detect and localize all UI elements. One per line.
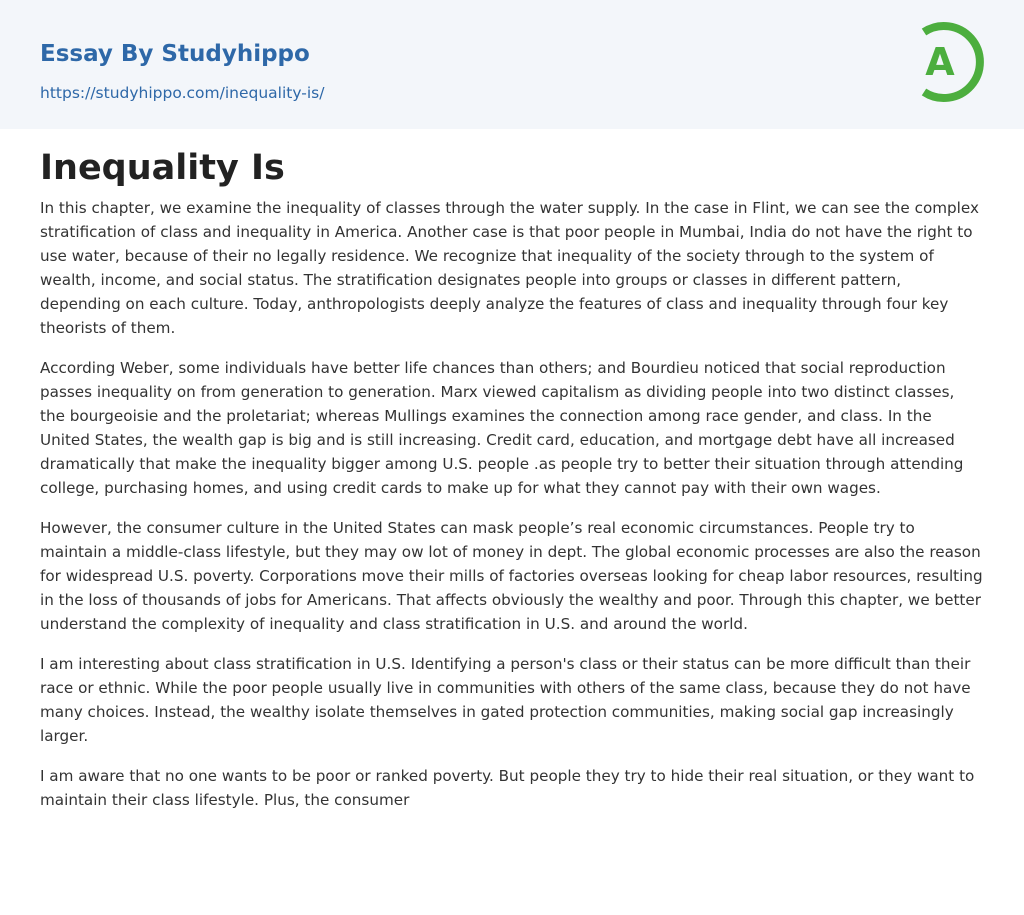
essay-content: [0, 129, 1024, 812]
essay-paragraph: I am aware that no one wants to be poor or ranked poverty. But people they try to hide their real situation, or they want to maintain their class lifestyle. Plus, the consumer: [40, 767, 975, 809]
site-header: [0, 0, 1024, 129]
essay-paragraph: However, the consumer culture in the United States can mask people’s real economic circumstances. People try to maintain a middle-class lifestyle, but they may ow lot of money in dept. The global economic processes are also the reason for widespread U.S. poverty. Corporations move their mills of factories overseas looking for cheap labor resources, resulting in the loss of thousands of jobs for Americans. That affects obviously the wealthy and poor. Through this chapter, we better understand the complexity of inequality and class stratification in U.S. and around the world.: [40, 519, 983, 633]
essay-paragraph: In this chapter, we examine the inequality of classes through the water supply. In the case in Flint, we can see the complex stratification of class and inequality in America. Another case is that poor people in Mumbai, India do not have the right to use water, because of their no legally residence. We recognize that inequality of the society through to the system of wealth, income, and social status. The stratification designates people into groups or classes in different pattern, depending on each culture. Today, anthropologists deeply analyze the features of class and inequality through four key theorists of them.: [40, 199, 979, 337]
essay-title: Inequality Is: [40, 148, 285, 188]
essay-paragraph: I am interesting about class stratification in U.S. Identifying a person's class or their status can be more difficult than their race or ethnic. While the poor people usually live in communities with others of the same class, because they do not have many choices. Instead, the wealthy isolate themselves in gated protection communities, making social gap increasingly larger.: [40, 655, 971, 745]
essay-paragraph: According Weber, some individuals have better life chances than others; and Bourdieu noticed that social reproduction passes inequality on from generation to generation. Marx viewed capitalism as dividing people into two distinct classes, the bourgeoisie and the proletariat; whereas Mullings examines the connection among race gender, and class. In the United States, the wealth gap is big and is still increasing. Credit card, education, and mortgage debt have all increased dramatically that make the inequality bigger among U.S. people .as people try to better their situation through attending college, purchasing homes, and using credit cards to make up for what they cannot pay with their own wages.: [40, 359, 964, 497]
studyhippo-logo-icon[interactable]: [907, 18, 987, 106]
essay-url-link[interactable]: https://studyhippo.com/inequality-is/: [40, 84, 325, 102]
site-brand[interactable]: Essay By Studyhippo: [40, 41, 310, 67]
logo-letter: A: [925, 40, 955, 84]
